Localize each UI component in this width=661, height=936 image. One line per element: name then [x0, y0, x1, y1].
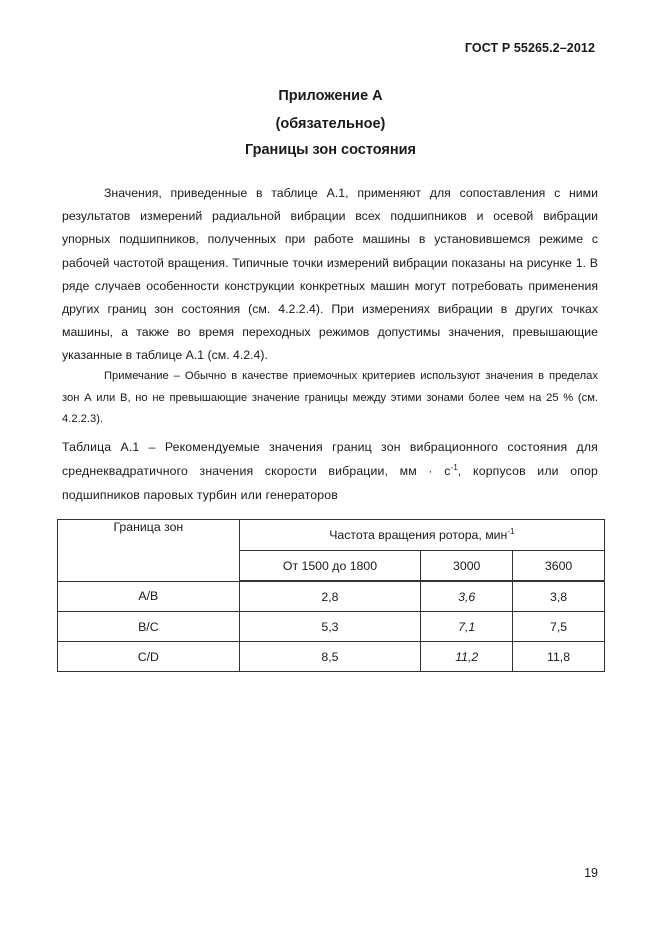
- subheader-cell: 3600: [513, 551, 605, 582]
- table-caption-text-end: , корпусов или опор подшипников паровых турбин или генераторов: [62, 464, 598, 502]
- body-paragraph: Значения, приведенные в таблице А.1, применяют для сопоставления с ними результатов измерений радиальной вибрации всех подшипников и осевой вибрации упорных подшипников, полученных при работе машины в установившемся режиме с рабочей частотой вращения. Типичные точки измерений вибрации показаны на рисунке 1. В ряде случаев особенности конструкции конкретных машин могут потребовать применения других границ зон состояния (см. 4.2.2.4). При измерениях вибрации в других точках машины, а также во время переходных режимов допустимы значения, превышающие указанные в таблице А.1 (см. 4.2.4).: [62, 186, 598, 363]
- frequency-header-cell: [239, 520, 604, 551]
- appendix-title: Приложение А: [278, 88, 383, 104]
- table-caption-text: Таблица А.1 – Рекомендуемые значения границ зон вибрационного состояния для среднеквадратичного значения скорости вибрации, мм · с: [62, 440, 598, 478]
- value-cell: 7,5: [513, 612, 605, 642]
- table-header-row: [58, 520, 605, 551]
- value-cell: 11,2: [421, 642, 513, 672]
- zone-header-cell: Граница зон: [58, 520, 240, 582]
- zone-cell: В/С: [58, 612, 240, 642]
- subheader-cell: От 1500 до 1800: [239, 551, 421, 582]
- appendix-status: (обязательное): [275, 116, 386, 132]
- zone-cell: С/D: [58, 642, 240, 672]
- vibration-zone-table: [57, 519, 605, 672]
- frequency-unit-exponent: -1: [507, 527, 515, 536]
- table-row: [58, 642, 605, 672]
- subheader-cell: 3000: [421, 551, 513, 582]
- table-caption-unit-exponent: -1: [450, 463, 458, 472]
- table-row: [58, 581, 605, 612]
- value-cell: 3,8: [513, 581, 605, 612]
- value-cell: 8,5: [239, 642, 421, 672]
- value-cell: 2,8: [239, 581, 421, 612]
- value-cell: 7,1: [421, 612, 513, 642]
- value-cell: 3,6: [421, 581, 513, 612]
- value-cell: 11,8: [513, 642, 605, 672]
- document-code: ГОСТ Р 55265.2–2012: [464, 41, 595, 55]
- frequency-header-text: Частота вращения ротора, мин: [329, 528, 508, 542]
- table-caption: [62, 435, 598, 507]
- note-paragraph: Примечание – Обычно в качестве приемочных критериев используют значения в пределах зон А или В, но не превышающие значение границы между этими зонами более чем на 25 % (см. 4.2.2.3).: [62, 370, 598, 425]
- appendix-subtitle: Границы зон состояния: [244, 142, 417, 158]
- table-row: [58, 612, 605, 642]
- page-number: 19: [584, 866, 598, 880]
- zone-cell: А/В: [58, 581, 240, 612]
- value-cell: 5,3: [239, 612, 421, 642]
